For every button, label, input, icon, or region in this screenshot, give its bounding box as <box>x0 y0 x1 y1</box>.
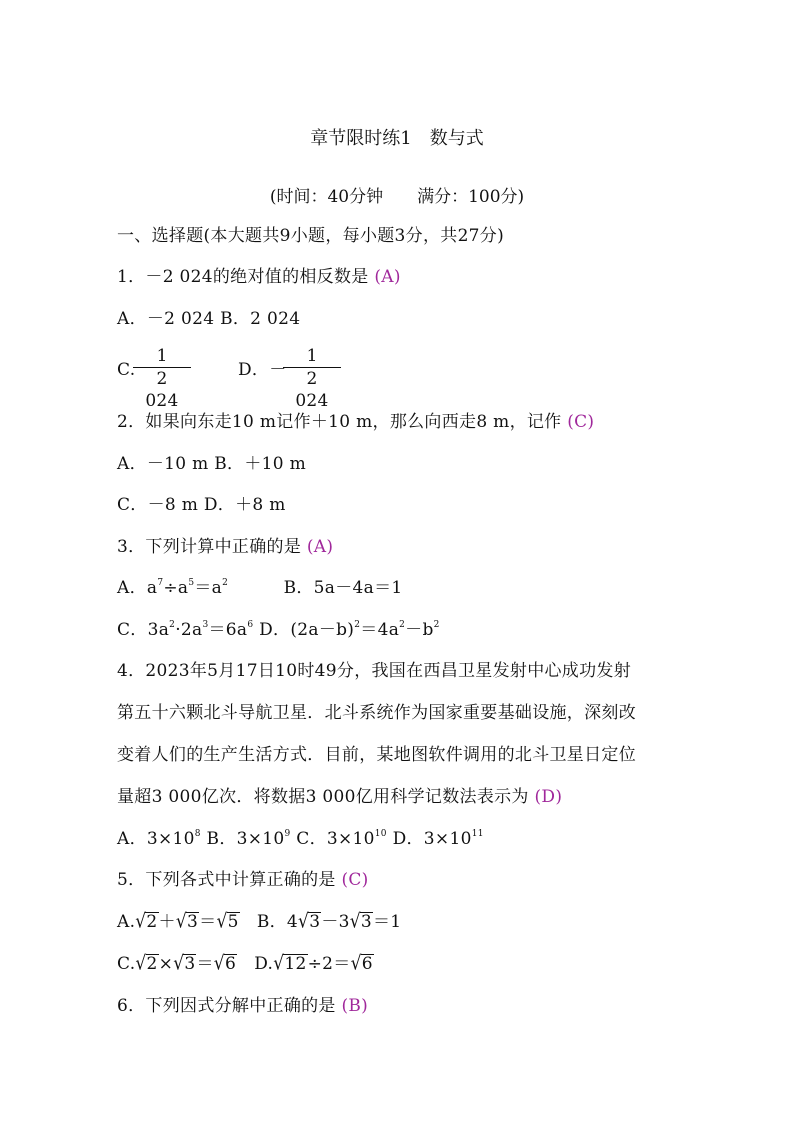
q3-options-ab <box>117 577 403 599</box>
q3-option-c: C．$3a^2\cdot 2a^3=6a^6$ <box>117 620 254 640</box>
q1-option-c-fraction <box>133 345 191 412</box>
q3-option-d: D．$(2a-b)^2=4a^2-b^2$ <box>259 620 440 640</box>
q6-answer: (B) <box>341 996 369 1016</box>
q5-options-cd <box>117 953 374 975</box>
exam-info: (时间：40分钟 满分：100分) <box>269 187 525 207</box>
radical-sign: √ <box>216 910 228 934</box>
q4-line-1: 4．2023年5月17日10时49分，我国在西昌卫星发射中心成功发射 <box>117 661 631 681</box>
radical-sign: √ <box>298 910 310 934</box>
q5-option-d: D.√12÷2＝√6 <box>254 952 373 976</box>
q2-option-a: A．－10 m <box>117 454 209 474</box>
fraction-numerator: 1 <box>306 346 318 366</box>
q4-option-d: D．$3\times 10^{11}$ <box>392 829 484 849</box>
q5-stem: 5．下列各式中计算正确的是 <box>117 870 336 890</box>
q4-line-3: 变着人们的生产生活方式．目前，某地图软件调用的北斗卫星日定位 <box>117 745 636 765</box>
q2-option-b: B．＋10 m <box>214 454 307 474</box>
radical-sign: √ <box>173 952 185 976</box>
q1-options-ab <box>117 308 300 330</box>
q5-option-b: B．4√3－3√3＝1 <box>256 910 402 934</box>
q5-option-a: A.√2＋√3＝√5 <box>117 910 239 934</box>
q2-answer: (C) <box>567 412 595 432</box>
q3-option-b: B．5a－4a＝1 <box>283 578 403 598</box>
q5-answer: (C) <box>341 870 369 890</box>
q2-option-c: C．－8 m <box>117 495 199 515</box>
q2-option-d: D．＋8 m <box>203 495 286 515</box>
page-title: 章节限时练1 数与式 <box>310 128 484 149</box>
q4-stem-end: 量超3 000亿次．将数据3 000亿用科学记数法表示为 <box>117 787 529 807</box>
q5-option-c: C.√2×√3＝√6 <box>117 952 237 976</box>
q3-answer: (A) <box>306 537 334 557</box>
q1-stem: 1．－2 024的绝对值的相反数是 <box>117 267 369 287</box>
section-heading: 一、选择题(本大题共9小题，每小题3分，共27分) <box>117 226 505 246</box>
radical-sign: √ <box>135 952 147 976</box>
q4-option-b: B．$3\times 10^9$ <box>206 829 291 849</box>
fraction-denominator: 2 024 <box>295 369 335 411</box>
q1-option-c-label: C. <box>117 360 136 380</box>
radical-sign: √ <box>213 952 225 976</box>
q1-option-d-label: D．－ <box>238 360 287 380</box>
question-1 <box>117 266 401 288</box>
q4-line-2: 第五十六颗北斗导航卫星．北斗系统作为国家重要基础设施，深刻改 <box>117 703 636 723</box>
q1-option-d-fraction <box>283 345 341 412</box>
fraction-numerator: 1 <box>156 346 168 366</box>
q1-answer: (A) <box>374 267 401 287</box>
question-6 <box>117 995 368 1017</box>
radical-sign: √ <box>350 952 362 976</box>
question-2 <box>117 411 594 433</box>
radical-sign: √ <box>135 910 147 934</box>
q1-option-b: B．2 024 <box>220 309 301 329</box>
q4-line-4 <box>117 786 562 808</box>
question-5 <box>117 869 369 891</box>
q4-options <box>117 828 484 850</box>
radical-sign: √ <box>273 952 285 976</box>
q2-options-ab <box>117 453 306 475</box>
q3-option-a: A．$a^7\div a^5=a^2$ <box>117 578 229 598</box>
question-3 <box>117 536 333 558</box>
q4-answer: (D) <box>534 787 563 807</box>
q2-options-cd <box>117 494 286 516</box>
q5-options-ab <box>117 911 401 933</box>
q4-option-c: C．$3\times 10^{10}$ <box>296 829 387 849</box>
radical-sign: √ <box>349 910 361 934</box>
fraction-denominator: 2 024 <box>145 369 185 411</box>
q3-stem: 3．下列计算中正确的是 <box>117 537 302 557</box>
radical-sign: √ <box>175 910 187 934</box>
q1-option-a: A．－2 024 <box>117 309 215 329</box>
q2-stem: 2．如果向东走10 m记作＋10 m，那么向西走8 m，记作 <box>117 412 562 432</box>
q6-stem: 6．下列因式分解中正确的是 <box>117 996 336 1016</box>
q3-options-cd <box>117 619 440 641</box>
q4-option-a: A．$3\times 10^8$ <box>117 829 201 849</box>
